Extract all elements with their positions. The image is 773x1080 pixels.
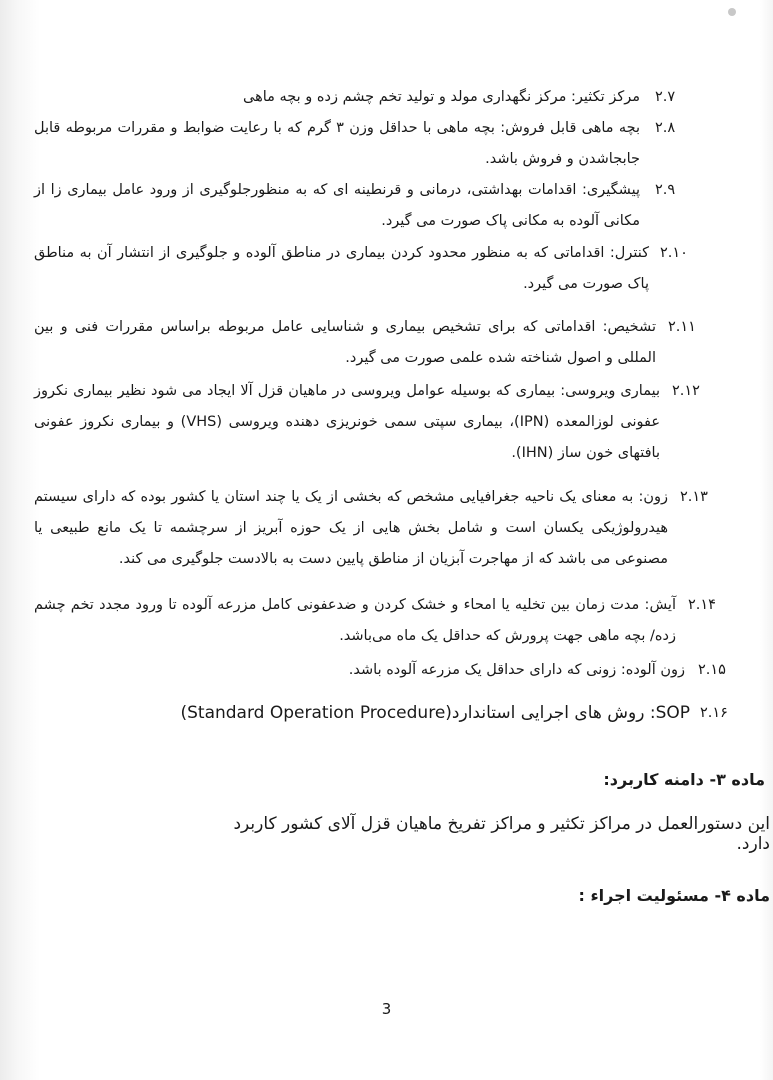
item-number: ۲.۱۱ <box>668 319 696 335</box>
item-number: ۲.۱۵ <box>698 662 726 678</box>
definition-item: آیش: مدت زمان بین تخلیه یا امحاء و خشک کردن و ضدعفونی کامل مزرعه آلوده تا ورود مجدد تخم چشم زده/ بچه ماهی جهت پرورش که حداقل یک ماه می‌باشد. <box>34 597 676 644</box>
item-number: ۲.۱۴ <box>688 597 716 613</box>
definition-item: زون: به معنای یک ناحیه جغرافیایی مشخص که بخشی از یک یا چند استان یا کشور بوده که دارای سیستم هیدرولوژیکی یکسان است و شامل بخش هایی از یک حوزه آبریز از سرچشمه تا یک مانع طبیعی یا مصنوعی می باشد که از مهاجرت آبزیان از مناطق پایین دست به بالادست جلوگیری می کند. <box>34 489 668 567</box>
section-heading: ماده ۳- دامنه کاربرد: <box>603 770 765 789</box>
item-number: ۲.۱۶ <box>700 705 728 721</box>
item-number: ۲.۱۳ <box>680 489 708 505</box>
item-number: ۲.۱۲ <box>672 383 700 399</box>
section-heading: ماده ۴- مسئولیت اجراء : <box>578 886 770 905</box>
scan-mark <box>728 8 736 16</box>
item-number: ۲.۱۰ <box>660 245 688 261</box>
section-paragraph: این دستورالعمل در مراکز تکثیر و مراکز تفریخ ماهیان قزل آلای کشور کاربرد دارد. <box>233 814 770 854</box>
definition-item: بیماری ویروسی: بیماری که بوسیله عوامل ویروسی در ماهیان قزل آلا ایجاد می شود نظیر بیماری نکروز عفونی لوزالمعده (IPN)، بیماری سپتی سمی خونریزی دهنده ویروسی (VHS) و بیماری نکروز عفونی بافتهای خون ساز (IHN). <box>34 383 661 461</box>
item-number: ۲.۷ <box>655 89 676 105</box>
definition-item: بچه ماهی قابل فروش: بچه ماهی با حداقل وزن ۳ گرم که با رعایت ضوابط و مقررات مربوطه قابل جابجاشدن و فروش باشد. <box>34 120 640 167</box>
definition-item: SOP: روش های اجرایی استاندارد(Standard Operation Procedure) <box>180 703 690 723</box>
definition-item: زون آلوده: زونی که دارای حداقل یک مزرعه آلوده باشد. <box>348 662 685 678</box>
item-number: ۲.۸ <box>655 120 676 136</box>
page-number: 3 <box>381 1000 392 1018</box>
definition-item: تشخیص: اقداماتی که برای تشخیص بیماری و شناسایی عامل مربوطه براساس مقررات فنی و بین المللی و اصول شناخته شده علمی صورت می گیرد. <box>34 319 656 366</box>
item-number: ۲.۹ <box>655 182 676 198</box>
definition-item: کنترل: اقداماتی که به منظور محدود کردن بیماری در مناطق آلوده و جلوگیری از انتشار آن به مناطق پاک صورت می گیرد. <box>34 245 649 292</box>
definition-item: مرکز تکثیر: مرکز نگهداری مولد و تولید تخم چشم زده و بچه ماهی <box>242 89 640 105</box>
definition-item: پیشگیری: اقدامات بهداشتی، درمانی و قرنطینه ای که به منظورجلوگیری از ورود عامل بیماری زا از مکانی آلوده به مکانی پاک صورت می گیرد. <box>34 182 640 229</box>
